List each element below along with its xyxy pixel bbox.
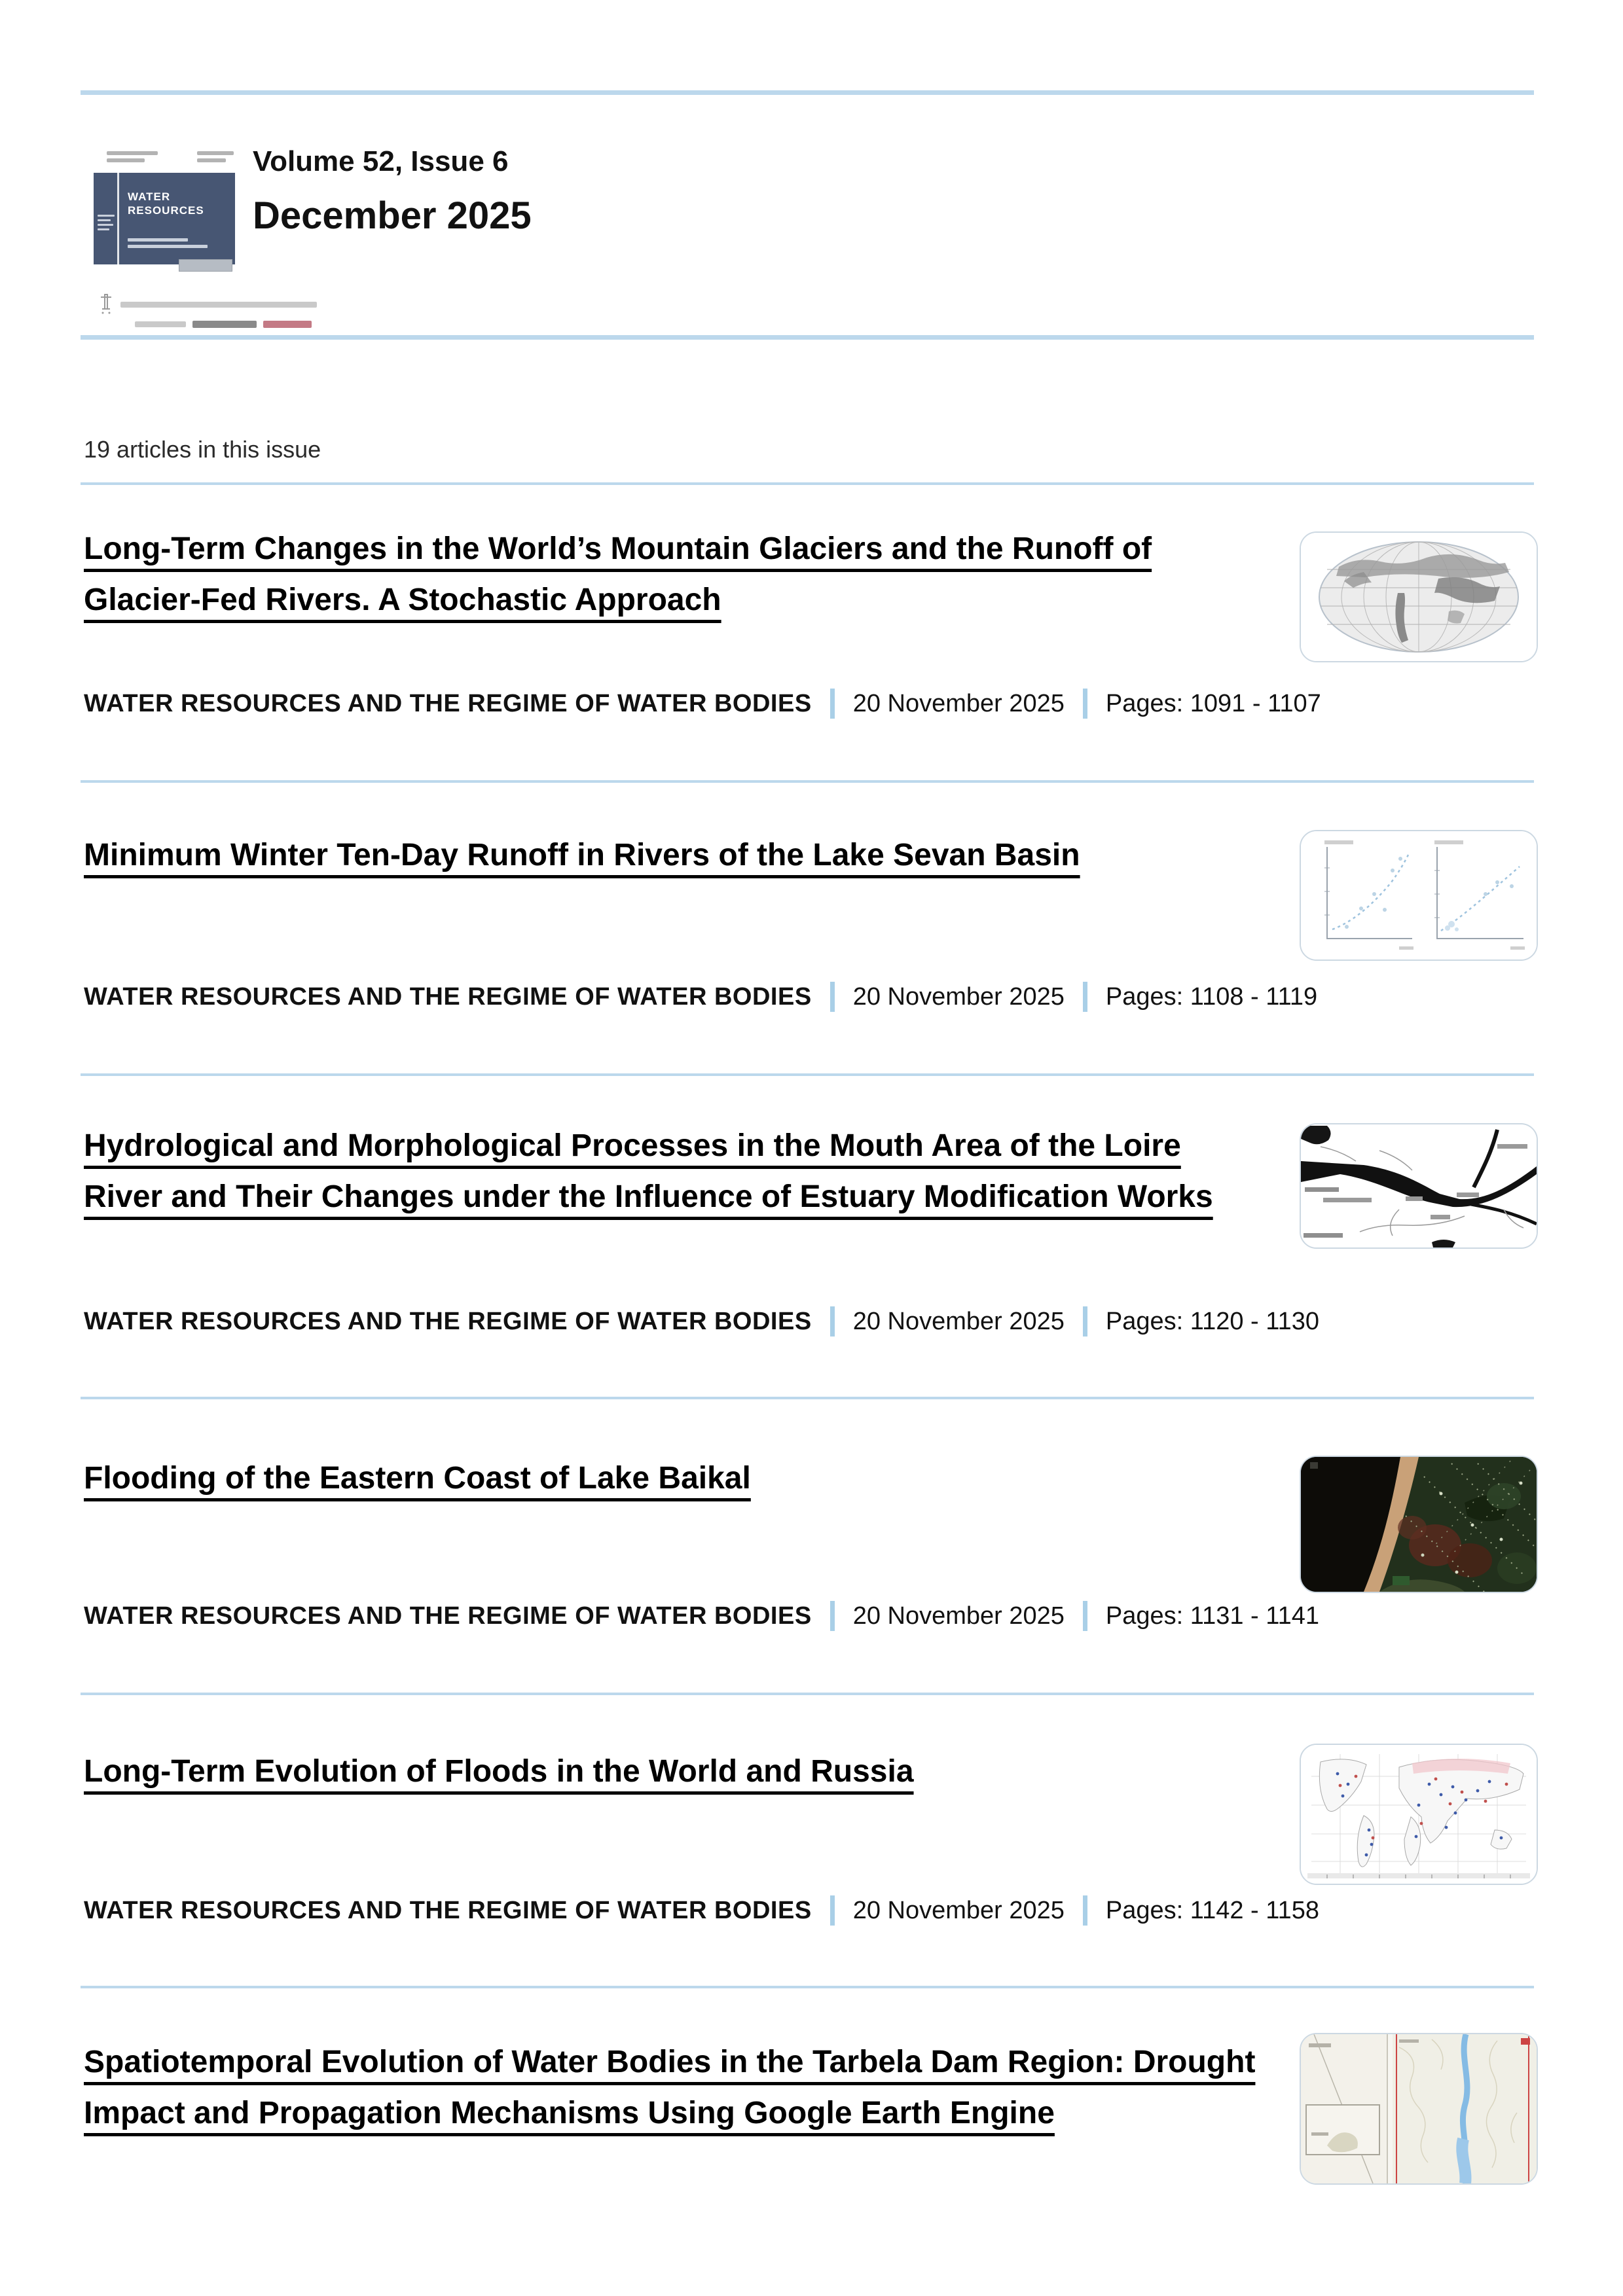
- meta-divider: [1083, 1895, 1087, 1926]
- estuary-map-graphic: [1301, 1124, 1537, 1247]
- cover-fine-print: [107, 148, 158, 166]
- publication-date: 20 November 2025: [852, 1307, 1065, 1335]
- meta-divider: [830, 982, 835, 1012]
- separator-line: [81, 90, 1534, 95]
- separator-line: [81, 1986, 1534, 1988]
- satellite-image-graphic: [1301, 1457, 1537, 1592]
- separator-line: [81, 780, 1534, 783]
- article-title-link[interactable]: Spatiotemporal Evolution of Water Bodies in the Tarbela Dam Region: Drought Impact and Propagation Mechanisms Using Google Earth Engine: [84, 2045, 1256, 2130]
- section-label: WATER RESOURCES AND THE REGIME OF WATER BODIES: [84, 982, 812, 1011]
- meta-divider: [830, 1895, 835, 1926]
- meta-divider: [830, 689, 835, 719]
- baikal-satellite-thumbnail[interactable]: [1300, 1456, 1538, 1593]
- meta-divider: [830, 1306, 835, 1336]
- article-title-link[interactable]: Minimum Winter Ten-Day Runoff in Rivers of the Lake Sevan Basin: [84, 838, 1080, 872]
- loire-estuary-map-thumbnail[interactable]: [1300, 1123, 1538, 1249]
- flood-map-graphic: [1301, 1745, 1537, 1884]
- separator-line: [81, 1397, 1534, 1399]
- issue-volume-title: Volume 52, Issue 6: [253, 145, 509, 177]
- article-meta: [84, 1306, 1319, 1336]
- pages-range: Pages: 1131 - 1141: [1105, 1602, 1319, 1630]
- article-meta: [84, 982, 1317, 1012]
- article-meta: [84, 1601, 1319, 1631]
- cover-journal-title: WATER RESOURCES: [128, 190, 204, 217]
- section-label: WATER RESOURCES AND THE REGIME OF WATER BODIES: [84, 689, 812, 717]
- publication-date: 20 November 2025: [852, 689, 1065, 717]
- glacier-world-map-thumbnail[interactable]: [1300, 531, 1538, 662]
- article-meta: [84, 689, 1321, 719]
- cover-front: [94, 173, 235, 264]
- sevan-scatter-plots-thumbnail[interactable]: [1300, 830, 1538, 961]
- cover-top-band: [81, 143, 244, 174]
- section-label: WATER RESOURCES AND THE REGIME OF WATER BODIES: [84, 1896, 812, 1924]
- floods-world-map-thumbnail[interactable]: [1300, 1744, 1538, 1885]
- pages-range: Pages: 1120 - 1130: [1105, 1307, 1319, 1335]
- separator-line: [81, 1073, 1534, 1076]
- articles-count-label: 19 articles in this issue: [84, 436, 321, 463]
- cover-barcode-strip: [179, 259, 232, 272]
- pages-range: Pages: 1142 - 1158: [1105, 1896, 1319, 1924]
- separator-line: [81, 335, 1534, 340]
- meta-divider: [1083, 982, 1087, 1012]
- article-title-link[interactable]: Flooding of the Eastern Coast of Lake Baikal: [84, 1461, 751, 1496]
- section-label: WATER RESOURCES AND THE REGIME OF WATER BODIES: [84, 1307, 812, 1335]
- separator-line: [81, 482, 1534, 485]
- section-label: WATER RESOURCES AND THE REGIME OF WATER BODIES: [84, 1602, 812, 1630]
- journal-cover-image[interactable]: [81, 143, 244, 281]
- pages-range: Pages: 1091 - 1107: [1105, 689, 1321, 717]
- article-meta: [84, 1895, 1319, 1926]
- publisher-logo: [98, 293, 426, 333]
- publisher-emblem-icon: [98, 293, 114, 315]
- tarbela-map-graphic: [1301, 2034, 1537, 2183]
- meta-divider: [830, 1601, 835, 1631]
- cover-fine-print: [197, 148, 236, 166]
- article-title-link[interactable]: Long-Term Changes in the World’s Mountain Glaciers and the Runoff of Glacier-Fed Rivers. A Stochastic Approach: [84, 531, 1152, 617]
- publication-date: 20 November 2025: [852, 1896, 1065, 1924]
- meta-divider: [1083, 689, 1087, 719]
- issue-date-title: December 2025: [253, 194, 532, 237]
- article-title-link[interactable]: Hydrological and Morphological Processes in the Mouth Area of the Loire River and Their Changes under the Influence of Estuary Modification Works: [84, 1128, 1213, 1214]
- tarbela-region-map-thumbnail[interactable]: [1300, 2033, 1538, 2185]
- cover-divider: [117, 173, 119, 264]
- meta-divider: [1083, 1601, 1087, 1631]
- publication-date: 20 November 2025: [852, 982, 1065, 1011]
- world-map-graphic: [1301, 533, 1537, 661]
- separator-line: [81, 1693, 1534, 1695]
- publication-date: 20 November 2025: [852, 1602, 1065, 1630]
- pages-range: Pages: 1108 - 1119: [1105, 982, 1318, 1011]
- meta-divider: [1083, 1306, 1087, 1336]
- scatter-plots-graphic: [1301, 831, 1537, 960]
- article-title-link[interactable]: Long-Term Evolution of Floods in the World and Russia: [84, 1754, 914, 1789]
